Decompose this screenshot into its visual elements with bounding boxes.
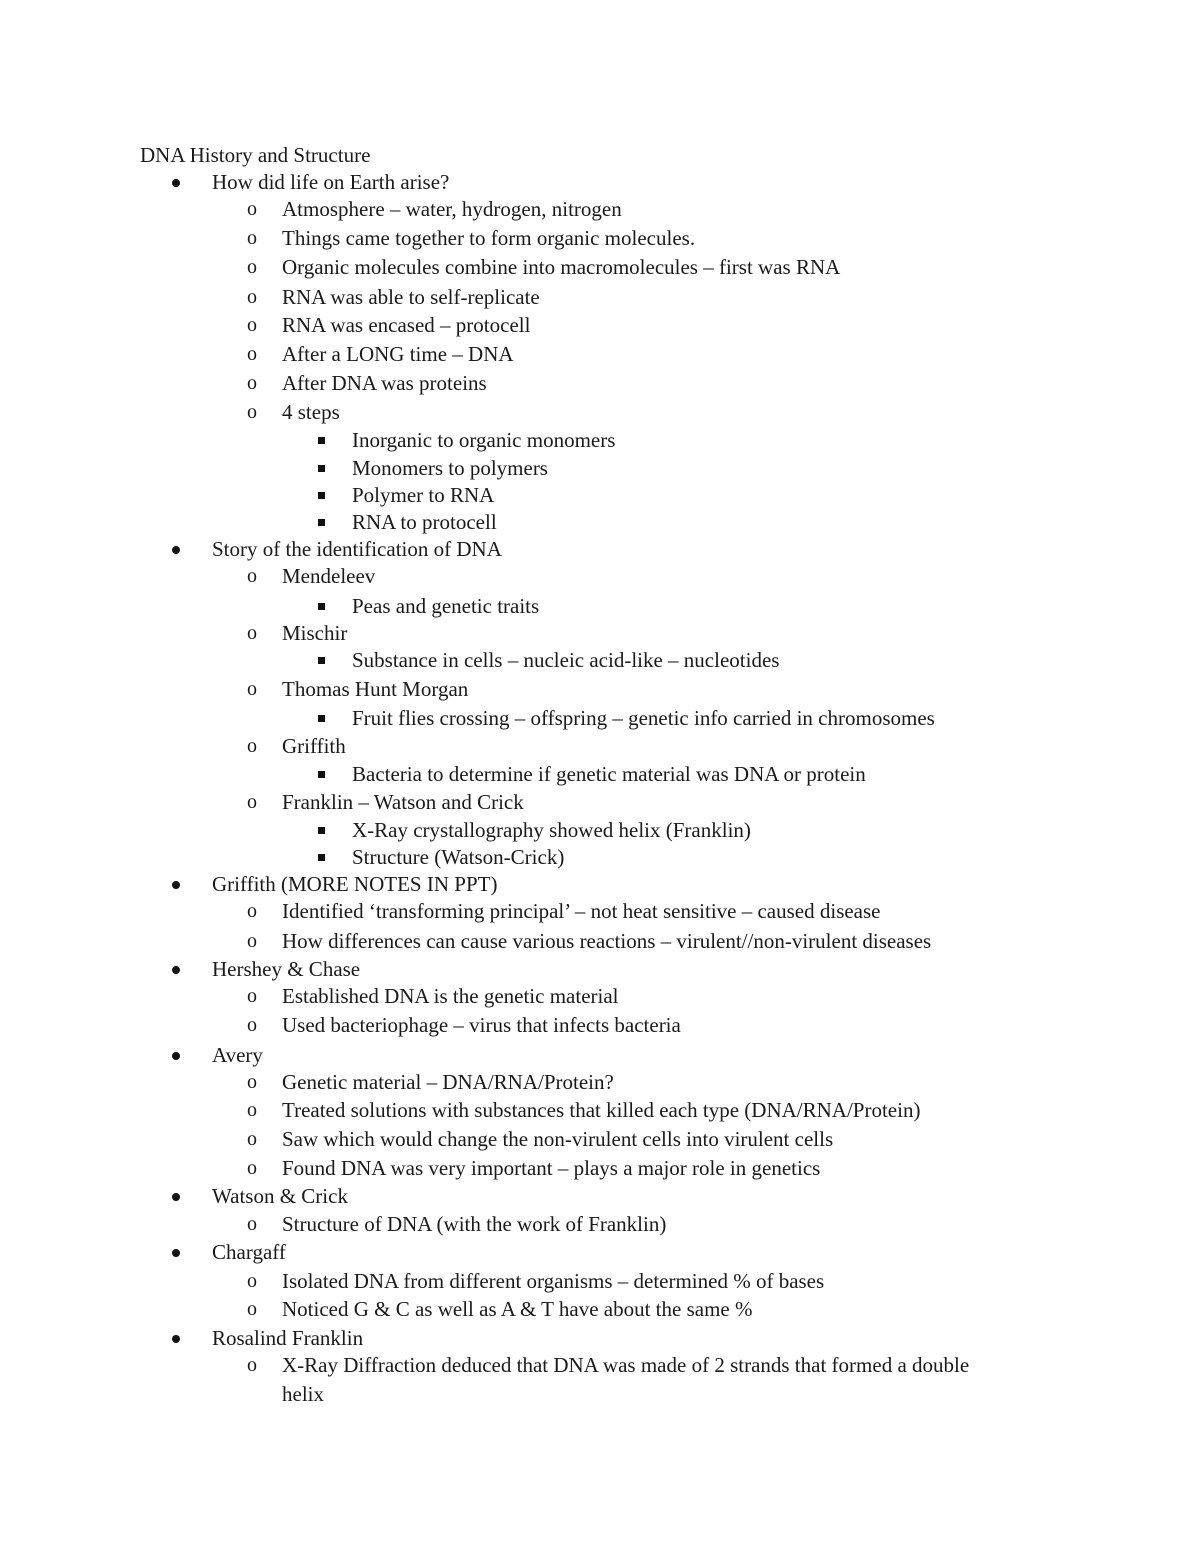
bullet-disc-icon bbox=[172, 956, 180, 982]
bullet-circle-marker: o bbox=[247, 1157, 257, 1179]
list-item: Saw which would change the non-virulent cells into virulent cells bbox=[282, 1127, 834, 1151]
list-item: Used bacteriophage – virus that infects bacteria bbox=[282, 1013, 681, 1037]
list-item: Noticed G & C as well as A & T have about the same % bbox=[282, 1297, 753, 1321]
bullet-square-icon bbox=[318, 593, 325, 619]
list-item: Treated solutions with substances that killed each type (DNA/RNA/Protein) bbox=[282, 1098, 921, 1122]
list-item: After DNA was proteins bbox=[282, 371, 487, 395]
bullet-disc-icon bbox=[172, 1183, 180, 1209]
section-heading: Rosalind Franklin bbox=[212, 1326, 364, 1350]
list-item: Thomas Hunt Morgan bbox=[282, 677, 469, 701]
sub-list-item: Inorganic to organic monomers bbox=[352, 428, 616, 452]
bullet-circle-marker: o bbox=[247, 1128, 257, 1150]
list-item: Atmosphere – water, hydrogen, nitrogen bbox=[282, 197, 622, 221]
sub-list-item: X-Ray crystallography showed helix (Franklin) bbox=[352, 818, 751, 842]
sub-list-item: Bacteria to determine if genetic material was DNA or protein bbox=[352, 762, 866, 786]
bullet-circle-marker: o bbox=[247, 1354, 257, 1376]
list-item: RNA was encased – protocell bbox=[282, 313, 531, 337]
list-item: Things came together to form organic molecules. bbox=[282, 226, 696, 250]
bullet-circle-marker: o bbox=[247, 1014, 257, 1036]
bullet-circle-marker: o bbox=[247, 985, 257, 1007]
bullet-square-icon bbox=[318, 761, 325, 787]
list-item: Established DNA is the genetic material bbox=[282, 984, 619, 1008]
bullet-circle-marker: o bbox=[247, 314, 257, 336]
section-heading: How did life on Earth arise? bbox=[212, 170, 450, 194]
list-item-continuation: helix bbox=[282, 1382, 324, 1406]
bullet-square-icon bbox=[318, 455, 325, 481]
section-heading: Avery bbox=[212, 1043, 263, 1067]
bullet-circle-marker: o bbox=[247, 565, 257, 587]
bullet-square-icon bbox=[318, 647, 325, 673]
sub-list-item: Structure (Watson-Crick) bbox=[352, 845, 565, 869]
bullet-square-icon bbox=[318, 509, 325, 535]
bullet-square-icon bbox=[318, 482, 325, 508]
bullet-disc-icon bbox=[172, 1239, 180, 1265]
sub-list-item: Monomers to polymers bbox=[352, 456, 548, 480]
bullet-circle-marker: o bbox=[247, 622, 257, 644]
bullet-circle-marker: o bbox=[247, 1298, 257, 1320]
sub-list-item: RNA to protocell bbox=[352, 510, 497, 534]
bullet-disc-icon bbox=[172, 871, 180, 897]
bullet-square-icon bbox=[318, 817, 325, 843]
bullet-circle-marker: o bbox=[247, 1099, 257, 1121]
bullet-circle-marker: o bbox=[247, 198, 257, 220]
list-item: Structure of DNA (with the work of Franklin) bbox=[282, 1212, 667, 1236]
bullet-circle-marker: o bbox=[247, 343, 257, 365]
list-item: Genetic material – DNA/RNA/Protein? bbox=[282, 1070, 614, 1094]
bullet-square-icon bbox=[318, 705, 325, 731]
bullet-circle-marker: o bbox=[247, 372, 257, 394]
section-heading: Hershey & Chase bbox=[212, 957, 361, 981]
list-item: Mendeleev bbox=[282, 564, 376, 588]
bullet-circle-marker: o bbox=[247, 286, 257, 308]
bullet-circle-marker: o bbox=[247, 1071, 257, 1093]
bullet-circle-marker: o bbox=[247, 735, 257, 757]
list-item: RNA was able to self-replicate bbox=[282, 285, 540, 309]
list-item: After a LONG time – DNA bbox=[282, 342, 514, 366]
list-item: Identified ‘transforming principal’ – not heat sensitive – caused disease bbox=[282, 899, 881, 923]
section-heading: Griffith (MORE NOTES IN PPT) bbox=[212, 872, 498, 896]
bullet-square-icon bbox=[318, 427, 325, 453]
list-item: Franklin – Watson and Crick bbox=[282, 790, 524, 814]
bullet-circle-marker: o bbox=[247, 678, 257, 700]
bullet-circle-marker: o bbox=[247, 227, 257, 249]
bullet-disc-icon bbox=[172, 169, 180, 195]
sub-list-item: Peas and genetic traits bbox=[352, 594, 540, 618]
bullet-circle-marker: o bbox=[247, 1213, 257, 1235]
bullet-circle-marker: o bbox=[247, 1270, 257, 1292]
bullet-disc-icon bbox=[172, 1042, 180, 1068]
sub-list-item: Substance in cells – nucleic acid-like – nucleotides bbox=[352, 648, 780, 672]
section-heading: Chargaff bbox=[212, 1240, 286, 1264]
bullet-square-icon bbox=[318, 844, 325, 870]
document-title: DNA History and Structure bbox=[140, 143, 371, 167]
bullet-circle-marker: o bbox=[247, 791, 257, 813]
list-item: X-Ray Diffraction deduced that DNA was made of 2 strands that formed a double bbox=[282, 1353, 970, 1377]
list-item: Found DNA was very important – plays a major role in genetics bbox=[282, 1156, 821, 1180]
sub-list-item: Polymer to RNA bbox=[352, 483, 495, 507]
list-item: Mischir bbox=[282, 621, 348, 645]
list-item: Isolated DNA from different organisms – determined % of bases bbox=[282, 1269, 825, 1293]
bullet-circle-marker: o bbox=[247, 900, 257, 922]
section-heading: Story of the identification of DNA bbox=[212, 537, 502, 561]
bullet-disc-icon bbox=[172, 536, 180, 562]
bullet-circle-marker: o bbox=[247, 256, 257, 278]
bullet-circle-marker: o bbox=[247, 930, 257, 952]
sub-list-item: Fruit flies crossing – offspring – genetic info carried in chromosomes bbox=[352, 706, 935, 730]
bullet-circle-marker: o bbox=[247, 401, 257, 423]
list-item: Griffith bbox=[282, 734, 346, 758]
list-item: How differences can cause various reactions – virulent//non-virulent diseases bbox=[282, 929, 932, 953]
bullet-disc-icon bbox=[172, 1325, 180, 1351]
list-item: 4 steps bbox=[282, 400, 340, 424]
list-item: Organic molecules combine into macromolecules – first was RNA bbox=[282, 255, 841, 279]
section-heading: Watson & Crick bbox=[212, 1184, 348, 1208]
